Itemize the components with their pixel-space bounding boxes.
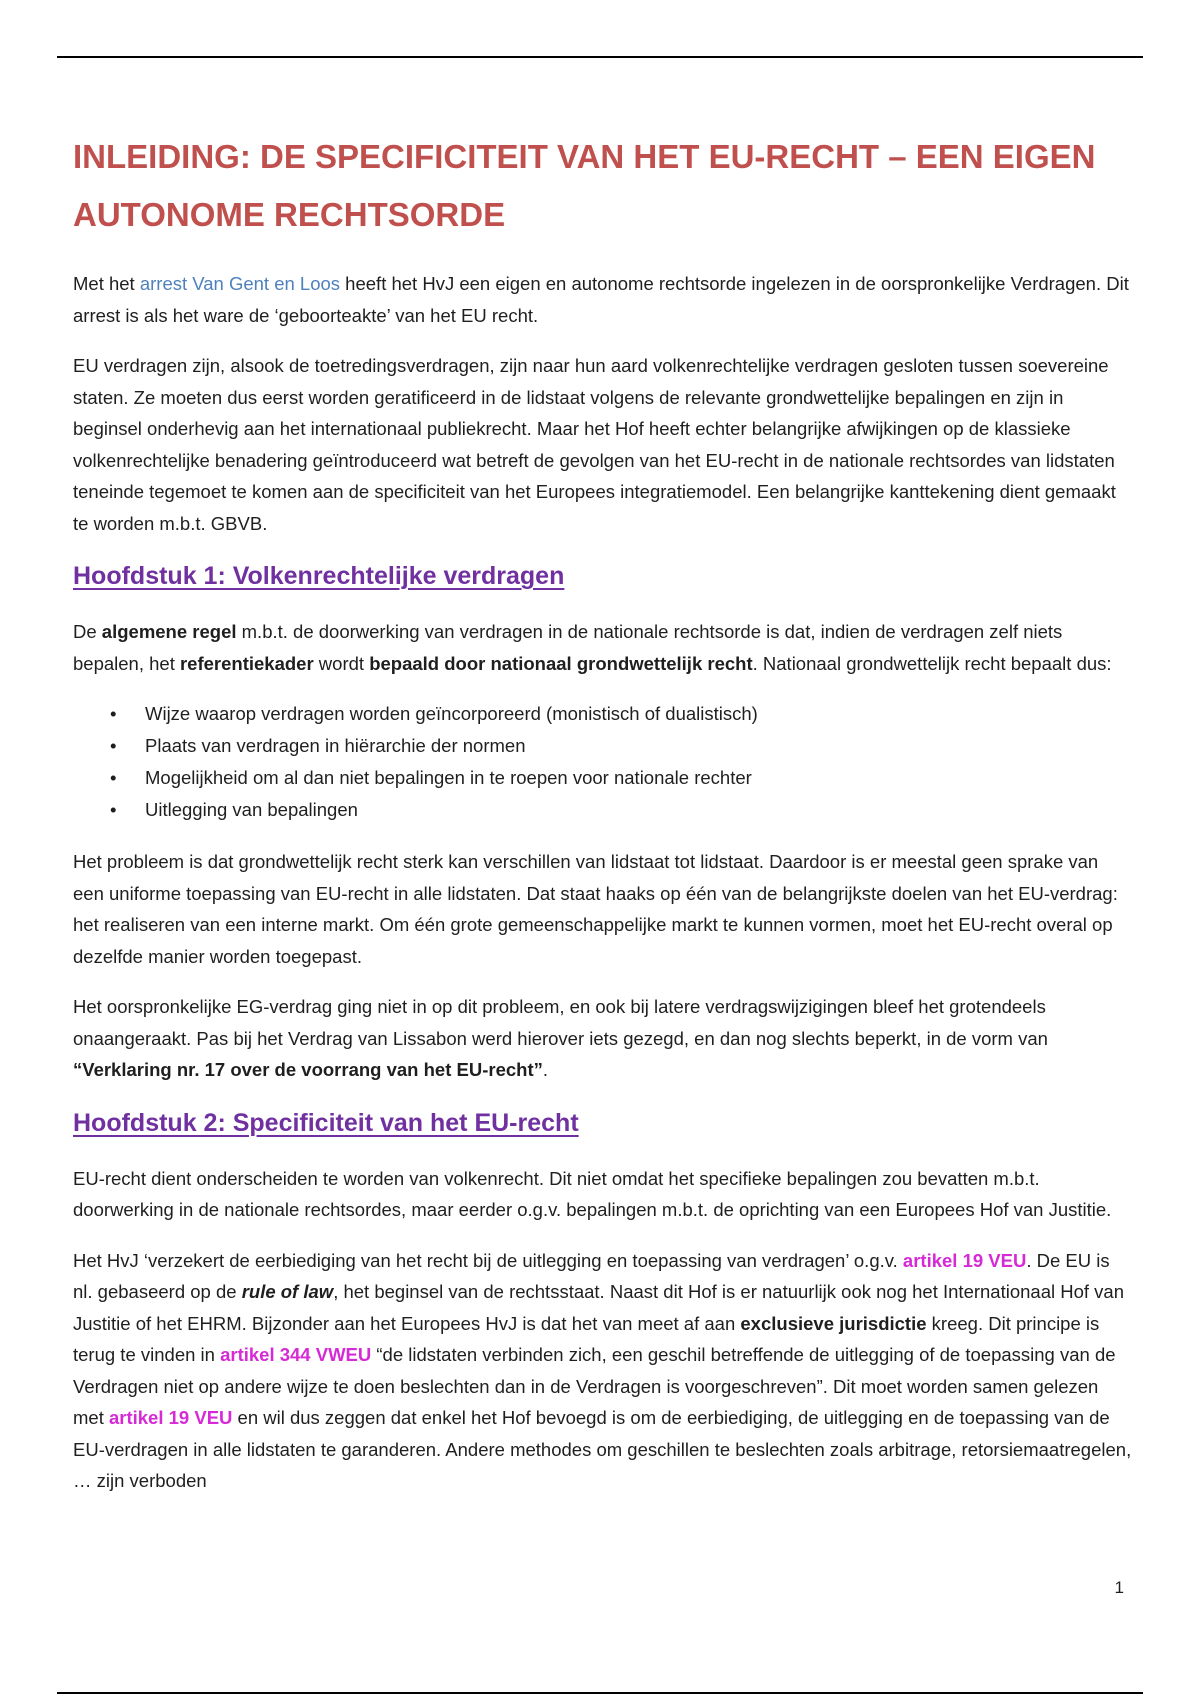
bullet-icon: • [110,799,117,820]
chapter-1-paragraph-2: Het probleem is dat grondwettelijk recht sterk kan verschillen van lidstaat tot lidstaat. Daardoor is er meestal geen sprake van een uniforme toepassing van EU-recht in alle lidstaten. Dat staat haaks op één van de belangrijkste doelen van het EU-verdrag: het realiseren van een interne markt. Om één grote gemeenschappelijke markt te kunnen vormen, moet het EU-recht overal op dezelfde manier worden toegepast. [73,851,1118,967]
page-number: 1 [1114,1578,1124,1597]
ch2-p2-d: kreeg. Dit principe is terug te vinden in [73,1312,1100,1365]
ch1-p1-e: wordt [313,652,370,674]
ch1-p1-bold-bepaald: bepaald door nationaal grondwettelijk recht [369,652,753,674]
ch1-p1-a: De [73,621,102,642]
ch2-p2-f: en wil dus zeggen dat enkel het Hof bevoegd is om de eerbiediging, de uitlegging en de toepassing van de EU-verdragen in alle lidstaten te garanderen. Andere methodes om geschillen te beslechten zoals arbitrage, retorsiemaatregelen, … zijn verboden [73,1407,1132,1491]
van-gent-en-loos-link[interactable]: arrest Van Gent en Loos [139,273,341,294]
ch1-p3-post: . [542,1059,548,1080]
ch1-p1-bold-referentiekader: referentiekader [179,652,314,674]
artikel-19-veu-link[interactable]: artikel 19 VEU [902,1249,1027,1271]
list-item [110,794,1133,826]
chapter-1-heading: Hoofdstuk 1: Volkenrechtelijke verdragen [73,562,565,590]
intro-paragraph-1 [73,268,1133,331]
ch2-p2-c: , het beginsel van de rechtsstaat. Naast dit Hof is er natuurlijk ook nog het Internationaal Hof van Justitie of het EHRM. Bijzonder aan het Europees HvJ is dat het van meet af aan [73,1281,1125,1334]
list-item-text: Uitlegging van bepalingen [145,799,358,820]
list-item-text: Wijze waarop verdragen worden geïncorporeerd (monistisch of dualistisch) [145,703,758,724]
list-item [110,730,1133,762]
bullet-icon: • [110,703,117,724]
intro-paragraph-2: EU verdragen zijn, alsook de toetredingsverdragen, zijn naar hun aard volkenrechtelijke verdragen gesloten tussen soevereine staten. Ze moeten dus eerst worden geratificeerd in de lidstaat volgens de relevante grondwettelijke bepalingen en zijn in beginsel onderhevig aan het internationaal publiekrecht. Maar het Hof heeft echter belangrijke afwijkingen op de klassieke volkenrechtelijke benadering geïntroduceerd wat betreft de gevolgen van het EU-recht in de nationale rechtsordes van lidstaten teneinde tegemoet te komen aan de specificiteit van het Europees integratiemodel. Een belangrijke kanttekening dient gemaakt te worden m.b.t. GBVB. [73,355,1116,534]
chapter-2-heading: Hoofdstuk 2: Specificiteit van het EU-recht [73,1108,579,1137]
document-title: INLEIDING: DE SPECIFICITEIT VAN HET EU-RECHT – EEN EIGEN AUTONOME RECHTSORDE [73,138,1096,233]
intro-p1-post: heeft het HvJ een eigen en autonome rechtsorde ingelezen in de oorspronkelijke Verdragen. Dit arrest is als het ware de ‘geboorteakte’ van het EU recht. [73,273,1129,326]
artikel-344-vweu-link[interactable]: artikel 344 VWEU [220,1344,372,1365]
ch1-p3-pre: Het oorspronkelijke EG-verdrag ging niet in op dit probleem, en ook bij latere verdragswijzigingen bleef het grotendeels onaangeraakt. Pas bij het Verdrag van Lissabon werd hierover iets gezegd, en dan nog slechts beperkt, in de vorm van [73,996,1048,1049]
list-item [110,698,1133,730]
chapter-2-paragraph-2 [73,1245,1133,1497]
artikel-19-veu-link-2[interactable]: artikel 19 VEU [108,1407,233,1428]
ch2-p2-e: “de lidstaten verbinden zich, een geschil betreffende de uitlegging of de toepassing van de Verdragen niet op andere wijze te doen beslechten dan in de Verdragen is voorgeschreven”. Dit moet worden samen gelezen met [73,1344,1116,1428]
list-item-text: Plaats van verdragen in hiërarchie der normen [145,735,526,756]
ch1-p1-c: m.b.t. de doorwerking van verdragen in de nationale rechtsorde is dat, indien de verdragen zelf niets bepalen, het [73,621,1063,674]
document-body [73,128,1133,1516]
ch1-p1-g: . Nationaal grondwettelijk recht bepaalt dus: [752,652,1112,674]
bullet-icon: • [110,735,117,756]
list-item-text: Mogelijkheid om al dan niet bepalingen in te roepen voor nationale rechter [145,767,752,788]
chapter-2-paragraph-1: EU-recht dient onderscheiden te worden van volkenrecht. Dit niet omdat het specifieke bepalingen zou bevatten m.b.t. doorwerking in de nationale rechtsordes, maar eerder o.g.v. bepalingen m.b.t. de oprichting van een Europees Hof van Justitie. [73,1167,1112,1220]
intro-p1-pre: Met het [73,273,140,294]
ch2-p2-a: Het HvJ ‘verzekert de eerbiediging van het recht bij de uitlegging en toepassing van verdragen’ o.g.v. [73,1249,903,1271]
top-rule [57,56,1143,58]
bottom-rule [57,1692,1143,1694]
bullet-icon: • [110,767,117,788]
ch1-p3-bold-verklaring: “Verklaring nr. 17 over de voorrang van het EU-recht” [73,1059,543,1080]
exclusieve-jurisdictie-bold: exclusieve jurisdictie [740,1312,927,1334]
chapter-1-paragraph-1 [73,616,1133,679]
ch1-p1-bold-algemene-regel: algemene regel [101,621,237,642]
ch2-p2-b: . De EU is nl. gebaseerd op de [73,1249,1110,1302]
rule-of-law-emphasis: rule of law [241,1281,334,1302]
chapter-1-bullet-list [73,698,1133,826]
list-item [110,762,1133,794]
chapter-1-paragraph-3 [73,991,1133,1086]
